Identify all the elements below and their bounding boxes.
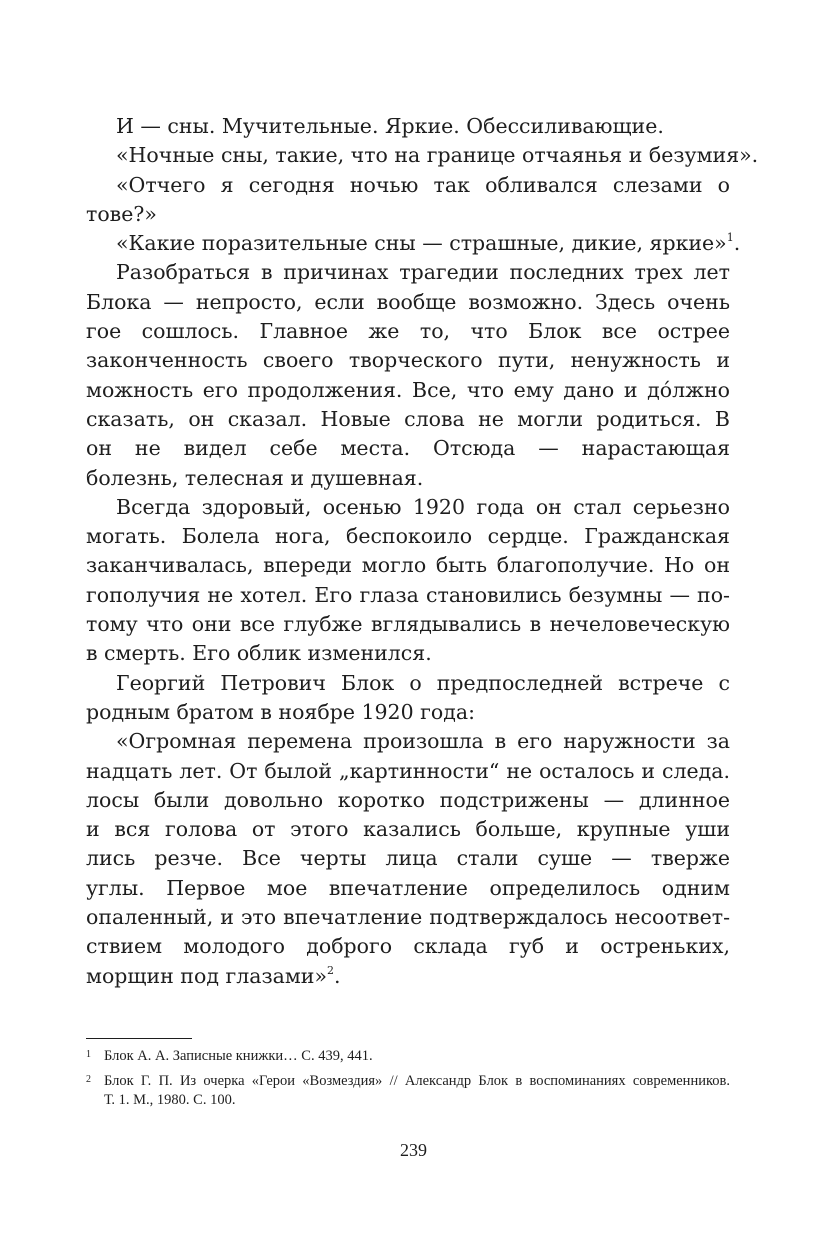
text-line: Блока — непросто, если вообще возможно. Здесь очень (86, 289, 730, 314)
footnote-text: Т. 1. М., 1980. С. 100. (104, 1092, 236, 1108)
page-number: 239 (400, 1140, 427, 1160)
text-line: Георгий Петрович Блок о предпоследней встрече с (116, 670, 730, 695)
text-line: могать. Болела нога, беспокоило сердце. Гражданская (86, 524, 730, 549)
text-line: и вся голова от этого казались больше, крупные уши (86, 817, 730, 842)
footnote-1 (86, 1047, 730, 1067)
text-line: «Отчего я сегодня ночью так обливался слезами о (116, 172, 730, 197)
text-line: гополучия не хотел. Его глаза становились безумны — по- (86, 582, 730, 607)
text-line: Всегда здоровый, осенью 1920 года он стал серьезно (116, 494, 730, 519)
footnote-number: 2 (86, 1073, 91, 1085)
text-line: болезнь, телесная и душевная. (86, 465, 424, 490)
text-line: в смерть. Его облик изменился. (86, 641, 432, 666)
text-line: лосы были довольно коротко подстрижены — длинное (86, 787, 730, 812)
text-line: углы. Первое мое впечатление определилось одним (86, 875, 730, 900)
text-line: родным братом в ноябре 1920 года: (86, 699, 475, 724)
footnote-text: Блок А. А. Записные книжки… С. 439, 441. (104, 1048, 373, 1064)
text-line: морщин под глазами»$^2$. (86, 963, 341, 988)
footnotes (86, 1047, 730, 1111)
text-line: заканчивалась, впереди могло быть благополучие. Но он (86, 553, 730, 578)
text-line: законченность своего творческого пути, ненужность и (86, 348, 730, 373)
footnote-2 (86, 1072, 730, 1111)
main-text (86, 112, 759, 991)
text-line: Разобраться в причинах трагедии последних трех лет (116, 260, 730, 285)
text-line: тому что они все глубже вглядывались в нечеловеческую (86, 612, 730, 637)
footnote-ref-1[interactable]: 1 (726, 231, 734, 245)
footnote-text: Блок Г. П. Из очерка «Герои «Возмездия» // Александр Блок в воспоминаниях современников. (104, 1072, 730, 1089)
text-line: И — сны. Мучительные. Яркие. Обессиливающие. (116, 114, 664, 138)
text-line: надцать лет. От былой „картинности“ не осталось и следа. (86, 758, 730, 783)
text-line: «Ночные сны, такие, что на границе отчаянья и безумия». (116, 143, 759, 168)
text-line: он не видел себе места. Отсюда — нарастающая (86, 436, 730, 461)
text-line: опаленный, и это впечатление подтверждалось несоответ- (86, 905, 730, 930)
text-line: можность его продолжения. Все, что ему дано и до́лжно (86, 377, 730, 402)
text-line: сказать, он сказал. Новые слова не могли родиться. В (86, 406, 730, 431)
text-line-content: морщин под глазами» (86, 963, 327, 988)
text-line: «Какие поразительные сны — страшные, дикие, яркие»$^1$. (116, 231, 741, 256)
text-line: ствием молодого доброго склада губ и остреньких, (86, 934, 730, 959)
footnote-divider (86, 1038, 192, 1039)
text-line: тове?» (86, 201, 157, 226)
text-line: лись резче. Все черты лица стали суше — тверже (86, 846, 730, 871)
footnote-number: 1 (86, 1049, 91, 1060)
text-line: гое сошлось. Главное же то, что Блок все острее (86, 319, 730, 344)
footnote-ref-2[interactable]: 2 (327, 963, 334, 977)
text-line-content: «Какие поразительные сны — страшные, дикие, яркие» (116, 231, 727, 256)
text-line: «Огромная перемена произошла в его наружности за (116, 729, 730, 754)
